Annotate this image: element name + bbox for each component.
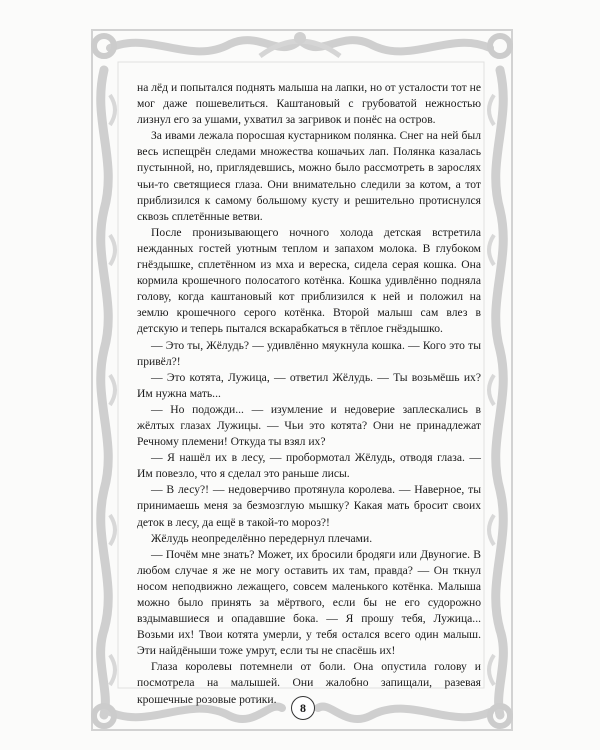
paragraph: После пронизывающего ночного холода детская встретила нежданных гостей уютным теплом и запахом молока. В глубоком гнёздышке, сплетённом из мха и вереска, сидела серая кошка. Она кормила крошечного полосатого котёнка. Кошка удивлённо подняла голову, когда каштановый кот приблизился к ней и положил на землю крошечного серого котёнка. Второй малыш сам влез в детскую и теперь пытался вскарабкаться в тёплое гнёздышко.: [137, 225, 481, 336]
paragraph: — Но подожди... — изумление и недоверие заплескались в жёлтых глазах Лужицы. — Чьи это котята? Они не принадлежат Речному племени! Откуда ты взял их?: [137, 402, 481, 449]
paragraph: Глаза королевы потемнели от боли. Она опустила голову и посмотрела на малышей. Они жалобно запищали, разевая крошечные розовые ротики.: [137, 660, 481, 706]
paragraph: — Почём мне знать? Может, их бросили бродяги или Двуногие. В любом случае я же не могу оставить их там, правда? — Он ткнул носом неподвижно лежащего, совсем маленького котёнка. Малыша можно было принять за мёртвого, если бы не его судорожно вздымавшиеся и опадавшие бока. — Я прошу тебя, Лужица... Возьми их! Твои котята умерли, у тебя остался всего один малыш. Эти найдёныши тоже умрут, если ты не спасёшь их!: [137, 547, 481, 658]
body-text: [137, 80, 481, 708]
paragraph: За ивами лежала поросшая кустарником полянка. Снег на ней был весь испещрён следами множества кошачьих лап. Полянка казалась пустынной, но, приглядевшись, можно было рассмотреть в зарослях чьи-то светящиеся глаза. Они внимательно следили за котом, а тот приблизился к самому большому кусту и решительно протиснулся сквозь сплетённые ветви.: [137, 129, 481, 223]
paragraph: — Я нашёл их в лесу, — пробормотал Жёлудь, отводя глаза. — Им повезло, что я сделал это раньше лисы.: [137, 451, 481, 481]
page-number: 8: [291, 696, 315, 720]
paragraph: — В лесу?! — недоверчиво протянула королева. — Наверное, ты принимаешь меня за безмозглую мышку? Какая мать бросит своих деток в лесу, да ещё в такой-то мороз?!: [137, 483, 481, 529]
paragraph: Жёлудь неопределённо передернул плечами.: [151, 531, 373, 545]
paragraph: на лёд и попытался поднять малыша на лапки, но от усталости тот не мог даже пошевелиться. Каштановый с грубоватой нежностью лизнул его за ушами, ухватил за загривок и понёс на остров.: [137, 81, 481, 127]
frame-left-ornament: [101, 70, 109, 715]
paragraph: — Это ты, Жёлудь? — удивлённо мяукнула кошка. — Кого это ты привёл?!: [137, 338, 481, 368]
frame-right-ornament: [496, 70, 504, 715]
paragraph: — Это котята, Лужица, — ответил Жёлудь. — Ты возьмёшь их? Им нужна мать...: [137, 370, 481, 400]
